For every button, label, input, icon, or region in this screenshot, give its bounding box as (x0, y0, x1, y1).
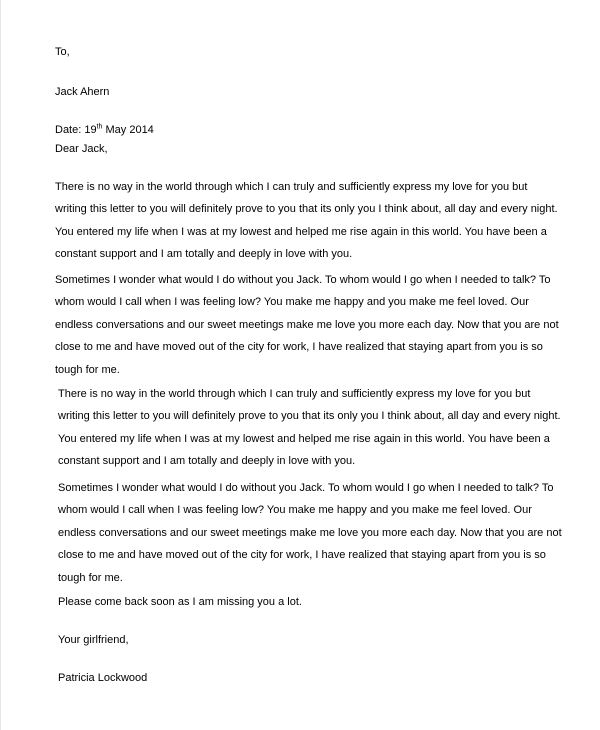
paragraph-3 (58, 383, 561, 473)
paragraph-2 (55, 269, 559, 381)
recipient-name: Jack Ahern (55, 86, 110, 98)
paragraph-line: endless conversations and our sweet meetings make me love you more each day. Now that you are not (58, 526, 562, 539)
date-prefix: Date: 19 (55, 124, 97, 136)
greeting: Dear Jack, (55, 143, 108, 155)
sign-off: Your girlfriend, (58, 634, 129, 646)
paragraph-4 (58, 477, 562, 589)
paragraph-line: There is no way in the world through which I can truly and sufficiently express my love for you but (58, 388, 531, 400)
page-edge (0, 0, 1, 730)
paragraph-line: close to me and have moved out of the city for work, I have realized that staying apart from you is so (55, 341, 543, 354)
paragraph-line: close to me and have moved out of the city for work, I have realized that staying apart from you is so (58, 549, 546, 562)
paragraph-line: whom would I call when I was feeling low? You make me happy and you make me feel loved. Our (58, 504, 532, 517)
paragraph-line: whom would I call when I was feeling low? You make me happy and you make me feel loved. Our (55, 296, 529, 309)
paragraph-line: writing this letter to you will definitely prove to you that its only you I think about, all day and every night. (58, 410, 561, 423)
date-superscript: th (96, 123, 103, 131)
paragraph-1 (55, 176, 558, 266)
paragraph-line: Sometimes I wonder what would I do without you Jack. To whom would I go when I needed to talk? To (55, 274, 551, 286)
paragraph-line: You entered my life when I was at my lowest and helped me rise again in this world. You have been a (55, 225, 547, 238)
paragraph-line: constant support and I am totally and deeply in love with you. (55, 248, 353, 261)
paragraph-line: There is no way in the world through which I can truly and sufficiently express my love for you but (55, 181, 528, 193)
paragraph-line: writing this letter to you will definitely prove to you that its only you I think about, all day and every night. (55, 203, 558, 216)
salutation-to: To, (55, 46, 70, 58)
date-suffix: May 2014 (102, 124, 154, 136)
paragraph-line: endless conversations and our sweet meetings make me love you more each day. Now that you are not (55, 318, 559, 331)
letter-date (55, 123, 154, 137)
paragraph-line: Sometimes I wonder what would I do without you Jack. To whom would I go when I needed to talk? To (58, 482, 554, 494)
paragraph-line: tough for me. (58, 571, 123, 584)
closing-request: Please come back soon as I am missing you a lot. (58, 596, 302, 608)
paragraph-line: tough for me. (55, 363, 120, 376)
paragraph-line: constant support and I am totally and deeply in love with you. (58, 455, 356, 468)
paragraph-line: You entered my life when I was at my lowest and helped me rise again in this world. You have been a (58, 432, 550, 445)
signature-name: Patricia Lockwood (58, 672, 148, 684)
